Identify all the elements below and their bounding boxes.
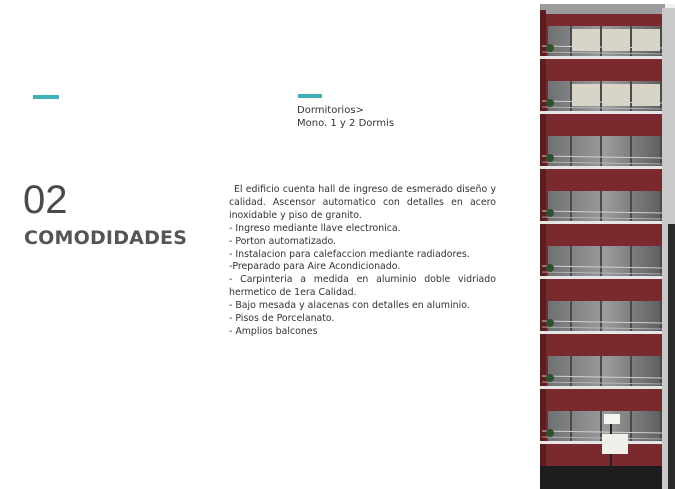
facade [540,4,675,489]
amenity-item: - Pisos de Porcelanato. [229,313,335,325]
balcony-slab [540,56,662,59]
window-mullion [660,411,662,441]
balcony-slab [540,331,662,334]
window-mullion [570,411,572,441]
window-mullion [570,246,572,276]
window-mullion [600,26,602,56]
accent-bar-left [33,95,59,99]
bedrooms-heading: Dormitorios> [297,105,364,116]
window-mullion [660,191,662,221]
window-band [548,356,662,386]
left-column [540,10,546,489]
balcony-slab [540,441,662,444]
window-mullion [660,301,662,331]
amenity-item: - Instalacion para calefaccion mediante radiadores. [229,248,470,260]
window-mullion [600,411,602,441]
window-mullion [630,136,632,166]
bedrooms-info [297,104,394,130]
balcony-plant [546,44,554,52]
window-mullion [660,136,662,166]
window-mullion [570,356,572,386]
balcony-slab [540,166,662,169]
bedrooms-value: Mono. 1 y 2 Dormis [297,118,395,129]
section-number: 02 [23,178,68,222]
amenity-item: -Preparado para Aire Acondicionado. [229,261,401,273]
window-mullion [660,356,662,386]
window-mullion [630,81,632,111]
street-lamp-head [604,414,620,424]
window-mullion [570,136,572,166]
section-title: COMODIDADES [24,227,188,249]
window-mullion [630,246,632,276]
window-mullion [630,356,632,386]
balcony-slab [540,276,662,279]
window-mullion [630,191,632,221]
accent-bar-middle [298,94,322,98]
window-mullion [600,191,602,221]
ground-floor [540,466,662,489]
window-band [548,191,662,221]
balcony-plant [546,429,554,437]
window-mullion [570,81,572,111]
amenity-item: - Bajo mesada y alacenas con detalles en aluminio. [229,300,470,312]
window-mullion [570,301,572,331]
side-shadow [668,224,675,489]
amenities-intro: El edificio cuenta hall de ingreso de esmerado diseño y calidad. Ascensor automatico con detalles en acero inoxidable y piso de granito. [229,184,496,221]
window-mullion [660,81,662,111]
window-mullion [630,26,632,56]
lit-entrance [602,434,628,454]
building-illustration [540,4,675,489]
balcony-slab [540,386,662,389]
window-mullion [600,81,602,111]
window-mullion [600,246,602,276]
window-mullion [570,26,572,56]
balcony-plant [546,209,554,217]
balcony-plant [546,99,554,107]
balcony-plant [546,264,554,272]
amenity-item: - Ingreso mediante llave electronica. [229,222,401,234]
window-mullion [600,356,602,386]
window-band [548,136,662,166]
window-mullion [630,411,632,441]
building-photo [540,4,675,489]
window-band [548,301,662,331]
amenity-item: - Carpinteria a medida en aluminio doble vidriado hermetico de 1era Calidad. [229,274,496,299]
amenity-item: - Porton automatizado. [229,235,337,247]
window-band [548,246,662,276]
window-mullion [660,26,662,56]
balcony-slab [540,111,662,114]
window-mullion [660,246,662,276]
amenity-item: - Amplios balcones [229,325,318,337]
amenities-text [229,184,496,339]
window-mullion [600,301,602,331]
balcony-plant [546,374,554,382]
balcony-plant [546,319,554,327]
window-mullion [630,301,632,331]
balcony-slab [540,221,662,224]
roof-parapet [540,4,665,14]
window-mullion [570,191,572,221]
balcony-plant [546,154,554,162]
window-mullion [600,136,602,166]
